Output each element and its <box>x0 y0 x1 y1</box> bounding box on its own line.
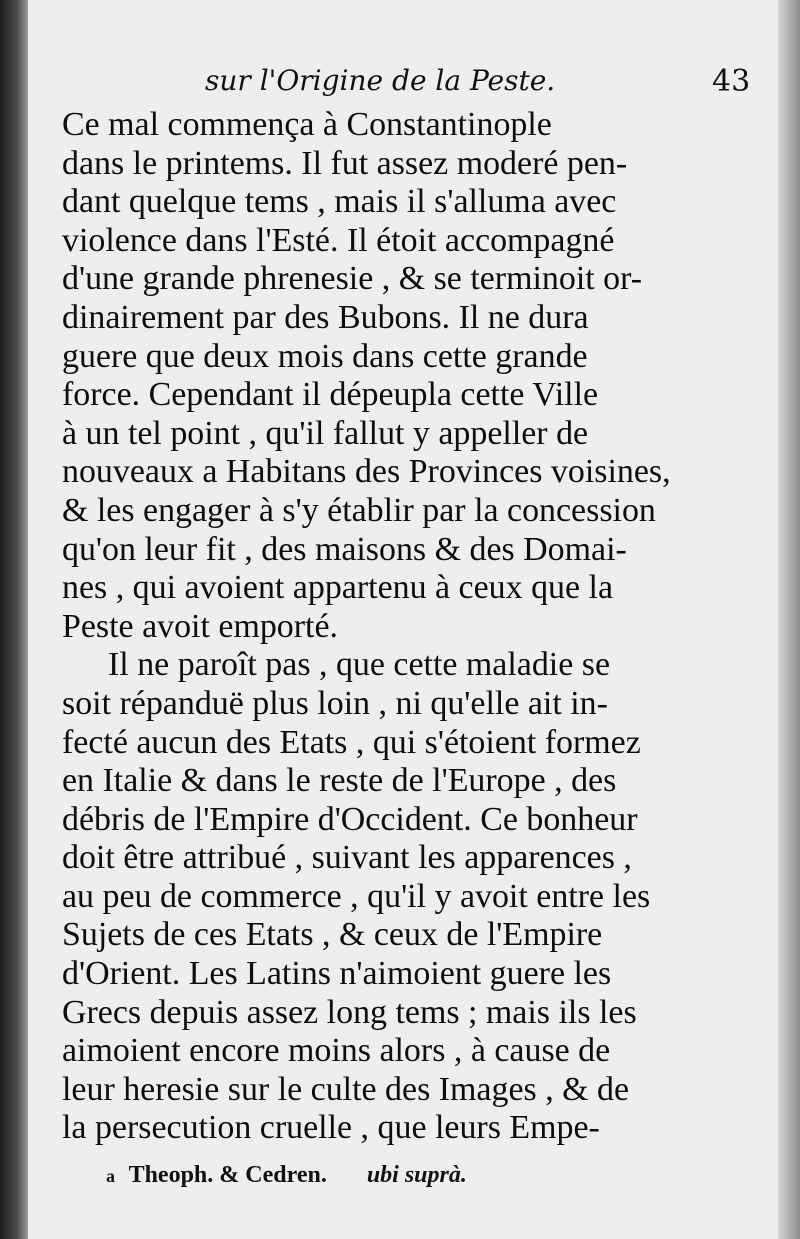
text-line: fecté aucun des Etats , qui s'étoient formez <box>62 723 641 761</box>
text-line: Grecs depuis assez long tems ; mais ils les <box>62 993 637 1031</box>
footnote-text: Theoph. & Cedren. <box>128 1162 327 1188</box>
text-line: débris de l'Empire d'Occident. Ce bonheur <box>62 800 638 838</box>
text-line: en Italie & dans le reste de l'Europe , des <box>62 762 617 800</box>
text-line: Peste avoit emporté. <box>62 607 339 645</box>
text-line: dant quelque tems , mais il s'alluma avec <box>62 183 617 221</box>
text-line: au peu de commerce , qu'il y avoit entre les <box>62 877 651 915</box>
text-line: guere que deux mois dans cette grande <box>62 337 588 375</box>
page-left-shadow <box>0 0 28 1239</box>
page-header <box>0 64 800 104</box>
text-line: qu'on leur fit , des maisons & des Domai- <box>62 530 627 568</box>
text-line: à un tel point , qu'il fallut y appeller de <box>62 414 589 452</box>
text-line: force. Cependant il dépeupla cette Ville <box>62 376 599 414</box>
text-line: violence dans l'Esté. Il étoit accompagné <box>62 221 615 259</box>
running-title: sur l'Origine de la Peste. <box>205 64 556 97</box>
text-line: la persecution cruelle , que leurs Empe- <box>62 1109 600 1147</box>
text-line: Ce mal commença à Constantinople <box>62 106 552 143</box>
footnote <box>106 1162 467 1189</box>
text-line: soit répanduë plus loin , ni qu'elle ait in- <box>62 684 608 722</box>
text-line: d'une grande phrenesie , & se terminoit or- <box>62 260 643 298</box>
text-line: d'Orient. Les Latins n'aimoient guere les <box>62 955 612 993</box>
text-line: Sujets de ces Etats , & ceux de l'Empire <box>62 916 603 954</box>
body-text <box>62 106 792 1148</box>
text-line: & les engager à s'y établir par la concession <box>62 491 656 529</box>
footnote-marker: a <box>106 1166 115 1186</box>
text-line: aimoient encore moins alors , à cause de <box>62 1032 611 1070</box>
text-line: nes , qui avoient appartenu à ceux que la <box>62 569 614 607</box>
text-line: doit être attribué , suivant les apparences , <box>62 839 632 877</box>
text-line: dinairement par des Bubons. Il ne dura <box>62 298 589 336</box>
footnote-ubi: ubi suprà. <box>366 1162 467 1188</box>
text-line: leur heresie sur le culte des Images , & de <box>62 1070 630 1108</box>
text-line: Il ne paroît pas , que cette maladie se <box>108 646 611 684</box>
text-line: nouveaux a Habitans des Provinces voisines, <box>62 453 671 491</box>
text-line: dans le printems. Il fut assez moderé pen- <box>62 144 628 182</box>
page-number: 43 <box>712 64 751 99</box>
